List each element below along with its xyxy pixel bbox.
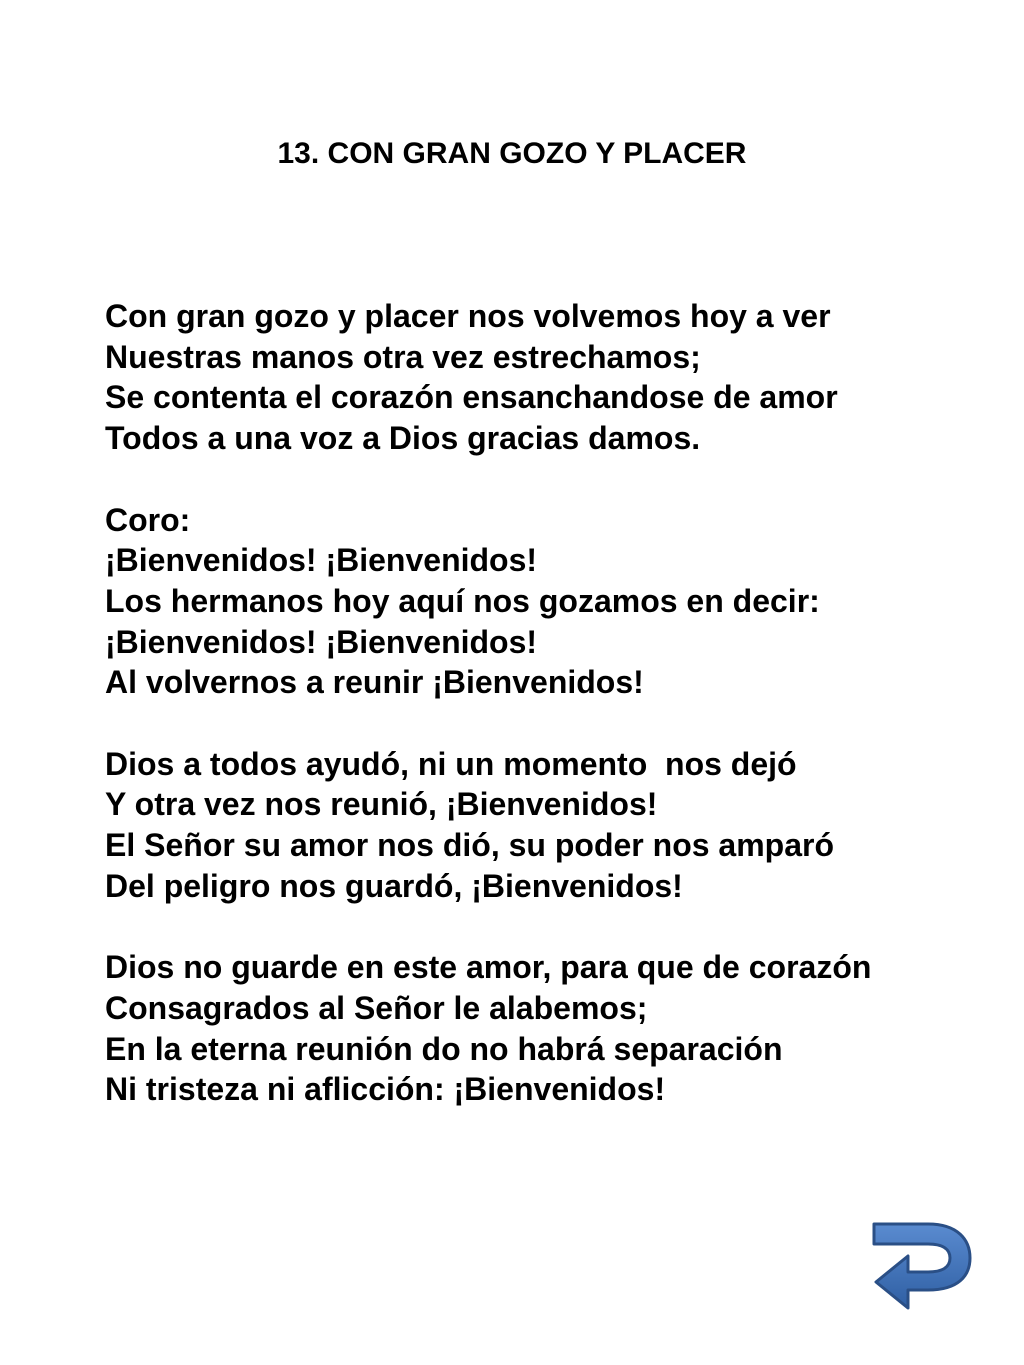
stanza-chorus: [105, 500, 985, 704]
lyric-line: Dios a todos ayudó, ni un momento nos dejó: [105, 745, 797, 782]
lyric-line: ¡Bienvenidos! ¡Bienvenidos!: [105, 542, 538, 579]
lyric-line: Con gran gozo y placer nos volvemos hoy a ver: [105, 298, 831, 334]
lyric-line: Y otra vez nos reunió, ¡Bienvenidos!: [105, 786, 658, 823]
lyric-line: El Señor su amor nos dió, su poder nos amparó: [105, 827, 835, 864]
stanza-1: [105, 296, 985, 459]
lyric-line: Al volvernos a reunir ¡Bienvenidos!: [105, 664, 644, 701]
lyric-line: Dios no guarde en este amor, para que de corazón: [105, 949, 872, 986]
chorus-label: Coro:: [105, 501, 191, 538]
lyric-line: Se contenta el corazón ensanchandose de amor: [105, 379, 838, 416]
lyric-line: Consagrados al Señor le alabemos;: [105, 989, 648, 1026]
lyric-line: Los hermanos hoy aquí nos gozamos en decir:: [105, 582, 820, 619]
lyric-line: Ni tristeza ni aflicción: ¡Bienvenidos!: [105, 1071, 666, 1108]
lyric-line: En la eterna reunión do no habrá separación: [105, 1030, 783, 1067]
lyrics: [105, 296, 985, 1151]
u-turn-back-arrow-icon: [866, 1218, 976, 1320]
lyric-line: Todos a una voz a Dios gracias damos.: [105, 420, 701, 457]
stanza-3: [105, 947, 985, 1110]
lyric-line: ¡Bienvenidos! ¡Bienvenidos!: [105, 623, 538, 660]
song-title: 13. CON GRAN GOZO Y PLACER: [277, 137, 747, 170]
back-button[interactable]: [866, 1218, 976, 1320]
lyric-line: Nuestras manos otra vez estrechamos;: [105, 338, 701, 375]
stanza-2: [105, 744, 985, 907]
lyric-line: Del peligro nos guardó, ¡Bienvenidos!: [105, 867, 683, 904]
